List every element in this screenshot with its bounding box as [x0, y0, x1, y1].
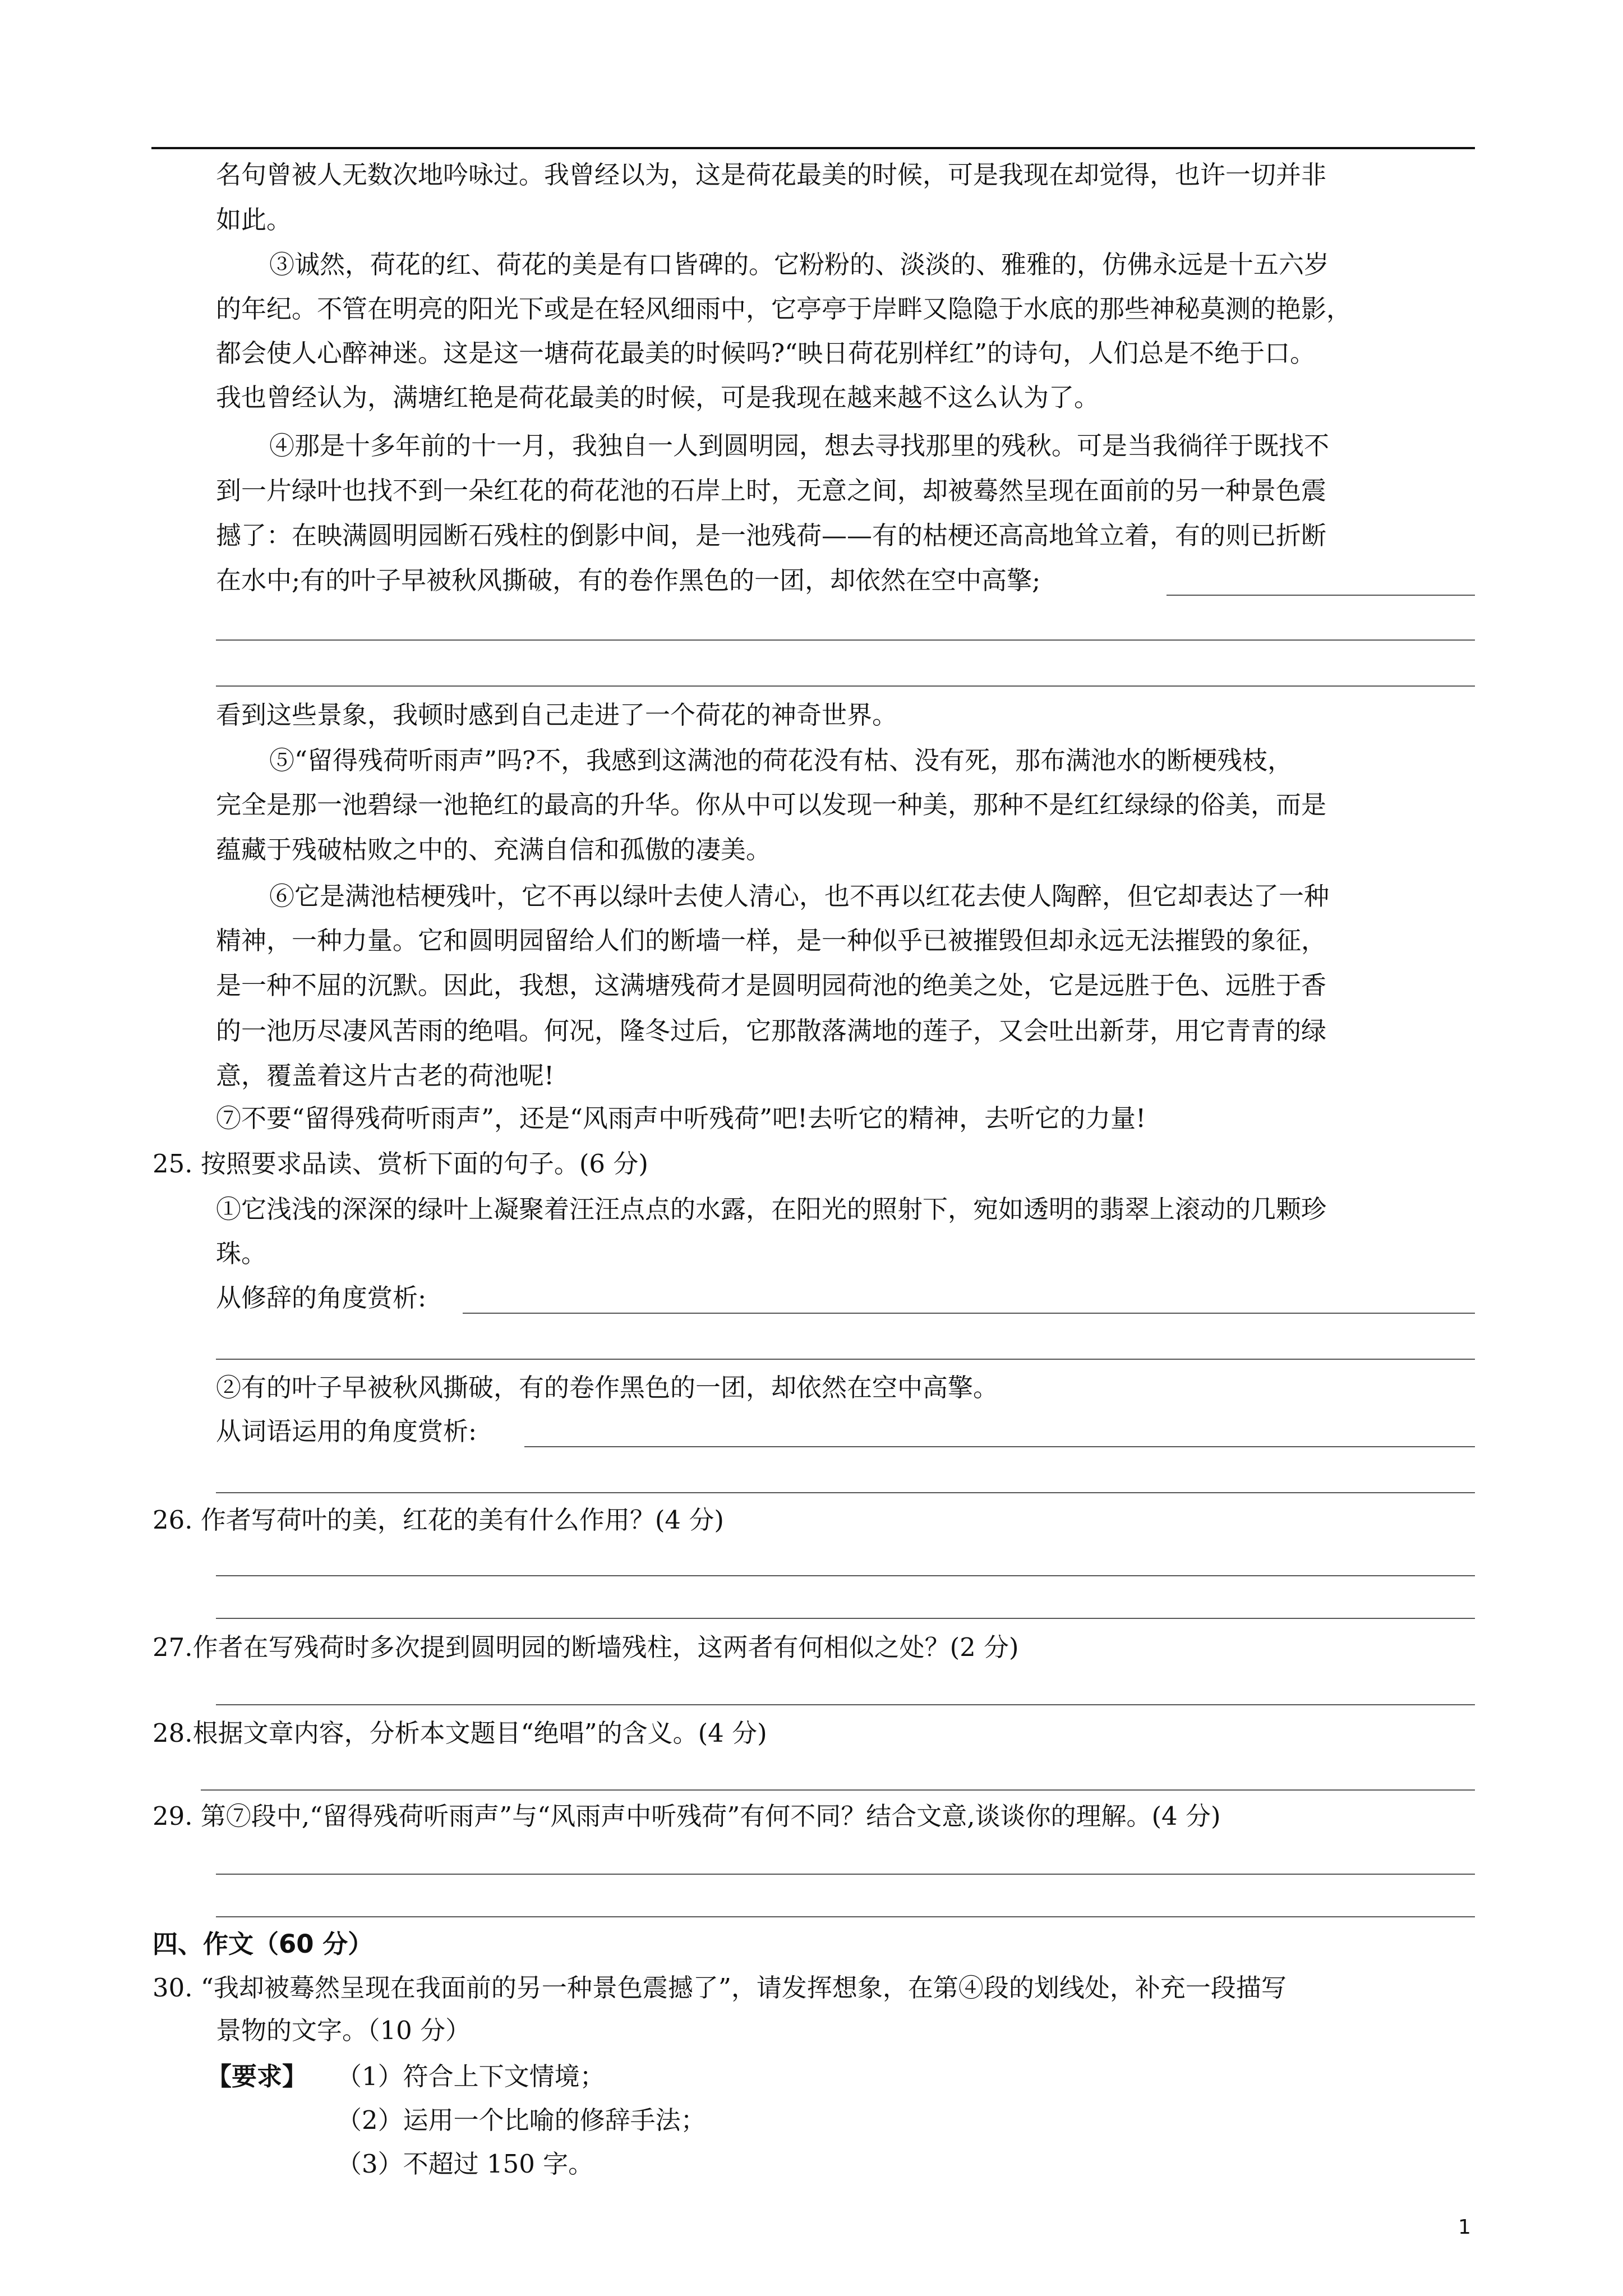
passage-line: ③诚然，荷花的红、荷花的美是有口皆碑的。它粉粉的、淡淡的、雅雅的，仿佛永远是十五六岁 — [269, 250, 1330, 279]
requirement-item: （2）运用一个比喻的修辞手法； — [336, 2105, 706, 2135]
answer-blank[interactable] — [216, 1492, 1475, 1493]
passage-line: 如此。 — [216, 205, 292, 234]
answer-blank[interactable] — [1166, 595, 1475, 596]
answer-blank[interactable] — [216, 1704, 1475, 1705]
answer-blank[interactable] — [524, 1446, 1475, 1447]
header-rule — [151, 147, 1475, 149]
answer-blank[interactable] — [201, 1789, 1475, 1791]
requirement-item: （1）符合上下文情境； — [336, 2062, 605, 2091]
passage-line: 到一片绿叶也找不到一朵红花的荷花池的石岸上时，无意之间，却被蓦然呈现在面前的另一种景色震 — [216, 476, 1327, 505]
question-28: 28.根据文章内容，分析本文题目“绝唱”的含义。(4 分) — [153, 1718, 767, 1748]
passage-line: 的一池历尽凄风苦雨的绝唱。何况，隆冬过后，它那散落满地的莲子，又会吐出新芽，用它青青的绿 — [216, 1016, 1327, 1046]
passage-line: 名句曾被人无数次地吟咏过。我曾经以为，这是荷花最美的时候，可是我现在却觉得，也许一切并非 — [216, 160, 1327, 190]
question-30: 30. “我却被蓦然呈现在我面前的另一种景色震撼了”，请发挥想象，在第④段的划线处，补充一段描写 — [153, 1973, 1287, 2003]
answer-blank[interactable] — [463, 1313, 1475, 1314]
question-25-prompt-2: 从词语运用的角度赏析: — [216, 1416, 477, 1446]
question-29: 29. 第⑦段中,“留得残荷听雨声”与“风雨声中听残荷”有何不同？结合文意,谈谈你的理解。(4 分) — [153, 1801, 1221, 1831]
passage-line: 在水中;有的叶子早被秋风撕破，有的卷作黑色的一团，却依然在空中高擎; — [216, 565, 1041, 595]
requirement-item: （3）不超过 150 字。 — [336, 2149, 594, 2179]
passage-line: 我也曾经认为，满塘红艳是荷花最美的时候，可是我现在越来越不这么认为了。 — [216, 383, 1100, 412]
passage-line: 精神，一种力量。它和圆明园留给人们的断墙一样，是一种似乎已被摧毁但却永远无法摧毁的象征， — [216, 926, 1327, 955]
passage-line: ⑦不要“留得残荷听雨声”，还是“风雨声中听残荷”吧!去听它的精神，去听它的力量! — [216, 1103, 1146, 1133]
question-26: 26. 作者写荷叶的美，红花的美有什么作用？(4 分) — [153, 1505, 724, 1535]
question-25-sentence-1: 珠。 — [216, 1239, 267, 1268]
answer-blank[interactable] — [216, 1575, 1475, 1576]
answer-blank[interactable] — [216, 639, 1475, 641]
question-25-title: 25. 按照要求品读、赏析下面的句子。(6 分) — [153, 1149, 648, 1179]
question-25-prompt-1: 从修辞的角度赏析: — [216, 1283, 427, 1313]
passage-line: ⑥它是满池桔梗残叶，它不再以绿叶去使人清心，也不再以红花去使人陶醉，但它却表达了一种 — [269, 881, 1330, 911]
section-title: 四、作文（60 分） — [153, 1929, 374, 1959]
requirements-label: 【要求】 — [206, 2062, 308, 2091]
passage-line: 蕴藏于残破枯败之中的、充满自信和孤傲的凄美。 — [216, 835, 772, 864]
passage-line: 撼了：在映满圆明园断石残柱的倒影中间，是一池残荷——有的枯梗还高高地耸立着，有的则已折断 — [216, 521, 1327, 550]
question-25-sentence-1: ①它浅浅的深深的绿叶上凝聚着汪汪点点的水露，在阳光的照射下，宛如透明的翡翠上滚动的几颗珍 — [216, 1194, 1327, 1224]
answer-blank[interactable] — [216, 1359, 1475, 1360]
page-number: 1 — [1458, 2216, 1471, 2239]
passage-line: ④那是十多年前的十一月，我独自一人到圆明园，想去寻找那里的残秋。可是当我徜徉于既找不 — [269, 431, 1330, 461]
question-30: 景物的文字。（10 分） — [216, 2016, 471, 2045]
passage-line: 是一种不屈的沉默。因此，我想，这满塘残荷才是圆明园荷池的绝美之处，它是远胜于色、远胜于香 — [216, 970, 1327, 1000]
passage-line: 完全是那一池碧绿一池艳红的最高的升华。你从中可以发现一种美，那种不是红红绿绿的俗美，而是 — [216, 790, 1327, 820]
answer-blank[interactable] — [216, 1916, 1475, 1917]
passage-line: 意，覆盖着这片古老的荷池呢! — [216, 1061, 555, 1091]
passage-line: 都会使人心醉神迷。这是这一塘荷花最美的时候吗?“映日荷花别样红”的诗句，人们总是不绝于口。 — [216, 338, 1316, 368]
question-25-sentence-2: ②有的叶子早被秋风撕破，有的卷作黑色的一团，却依然在空中高擎。 — [216, 1373, 999, 1402]
passage-line: ⑤“留得残荷听雨声”吗?不，我感到这满池的荷花没有枯、没有死，那布满池水的断梗残枝， — [269, 746, 1293, 775]
answer-blank[interactable] — [216, 1618, 1475, 1619]
question-27: 27.作者在写残荷时多次提到圆明园的断墙残柱，这两者有何相似之处？(2 分) — [153, 1632, 1019, 1662]
passage-line: 看到这些景象，我顿时感到自己走进了一个荷花的神奇世界。 — [216, 700, 898, 730]
answer-blank[interactable] — [216, 685, 1475, 687]
passage-line: 的年纪。不管在明亮的阳光下或是在轻风细雨中，它亭亭于岸畔又隐隐于水底的那些神秘莫测的艳影， — [216, 294, 1352, 324]
answer-blank[interactable] — [216, 1874, 1475, 1875]
